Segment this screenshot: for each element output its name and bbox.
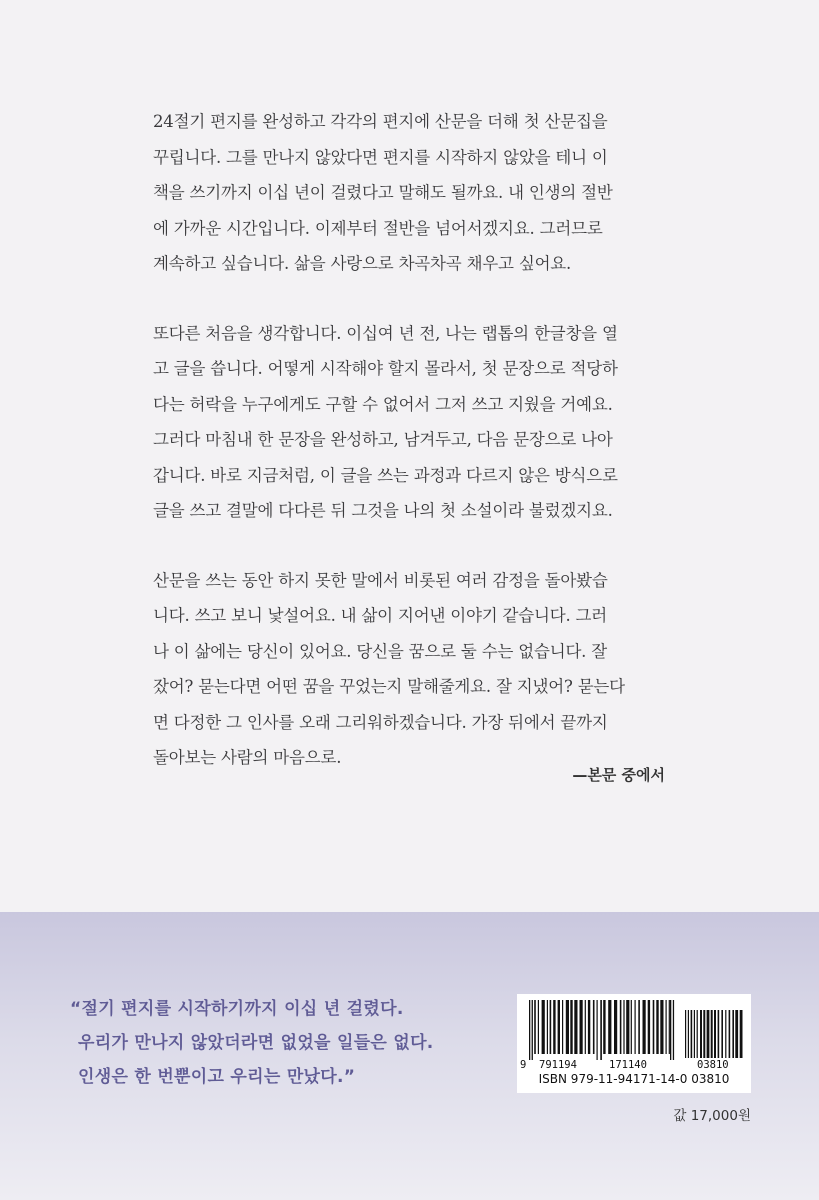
- barcode-digits-addon: 03810: [697, 1059, 729, 1071]
- addon-bar: [721, 1010, 723, 1058]
- barcode-bar: [566, 1000, 569, 1054]
- addon-bar: [718, 1010, 720, 1058]
- excerpt-source: —본문 중에서: [572, 766, 665, 784]
- text-line: 에 가까운 시간입니다. 이제부터 절반을 넘어서겠지요. 그러므로: [153, 218, 603, 238]
- text-line: 책을 쓰기까지 이십 년이 걸렸다고 말해도 될까요. 내 인생의 절반: [153, 183, 613, 202]
- text-line: 잤어? 묻는다면 어떤 꿈을 꾸었는지 말해줄게요. 잘 지냈어? 묻는다: [153, 677, 625, 696]
- barcode-bar: [635, 1000, 636, 1054]
- quote-line: 우리가 만나지 않았더라면 없었을 일들은 없다.: [78, 1033, 434, 1053]
- text-line: 다는 허락을 누구에게도 구할 수 없어서 그저 쓰고 지웠을 거예요.: [153, 394, 613, 414]
- barcode-bar: [542, 1000, 545, 1054]
- addon-bar: [732, 1010, 734, 1058]
- barcode-bar: [626, 1000, 629, 1054]
- text-line: 산문을 쓰는 동안 하지 못한 말에서 비롯된 여러 감정을 돌아봤습: [153, 570, 608, 590]
- barcode-bar: [638, 1000, 640, 1054]
- barcode-bar: [600, 1000, 602, 1060]
- addon-bar: [685, 1010, 686, 1058]
- price-label: 값 17,000원: [673, 1108, 751, 1124]
- text-line: 24절기 편지를 완성하고 각각의 편지에 산문을 더해 첫 산문집을: [153, 112, 608, 131]
- barcode-digits-lead: 9: [520, 1059, 527, 1071]
- quote-line: “절기 편지를 시작하기까지 이십 년 걸렸다.: [70, 999, 404, 1019]
- barcode-bar: [603, 1000, 605, 1054]
- barcode-bar: [673, 1000, 674, 1060]
- barcode-bar: [534, 1000, 536, 1054]
- barcode-bar: [648, 1000, 650, 1054]
- barcode-bar: [580, 1000, 583, 1054]
- addon-bar: [725, 1010, 726, 1058]
- text-line: 또다른 처음을 생각합니다. 이십여 년 전, 나는 랩톱의 한글창을 열: [153, 323, 618, 343]
- barcode-bar: [585, 1000, 586, 1054]
- barcode-bar: [623, 1000, 624, 1054]
- addon-bar: [711, 1010, 713, 1058]
- isbn-number: ISBN 979-11-94171-14-0 03810: [538, 1072, 730, 1086]
- barcode-bar: [588, 1000, 590, 1054]
- barcode-bar: [574, 1000, 577, 1054]
- text-line: 계속하고 싶습니다. 삶을 사랑으로 차곡차곡 채우고 싶어요.: [153, 254, 572, 273]
- text-line: 돌아보는 사람의 마음으로.: [153, 748, 342, 767]
- barcode-bar: [666, 1000, 667, 1054]
- text-line: 갑니다. 바로 지금처럼, 이 글을 쓰는 과정과 다르지 않은 방식으로: [153, 465, 618, 485]
- barcode-bar: [656, 1000, 658, 1054]
- back-cover-excerpt: [153, 104, 673, 810]
- barcode-bar: [653, 1000, 655, 1054]
- barcode-bar: [660, 1000, 663, 1054]
- paragraph-3: [153, 563, 673, 776]
- barcode-bar: [631, 1000, 632, 1054]
- addon-bar: [694, 1010, 695, 1058]
- barcode-bar: [529, 1000, 530, 1060]
- barcode-bar: [593, 1000, 595, 1054]
- text-line: 니다. 쓰고 보니 낯설어요. 내 삶이 지어낸 이야기 같습니다. 그러: [153, 606, 608, 625]
- barcode-bar: [597, 1000, 598, 1060]
- barcode-bar: [608, 1000, 611, 1054]
- addon-bar: [740, 1010, 743, 1058]
- text-line: 그러다 마침내 한 문장을 완성하고, 남겨두고, 다음 문장으로 나아: [153, 430, 613, 449]
- barcode-bars: [517, 994, 751, 1074]
- barcode-bar: [550, 1000, 552, 1054]
- text-line: 면 다정한 그 인사를 오래 그리워하겠습니다. 가장 뒤에서 끝까지: [153, 712, 608, 732]
- text-line: 꾸립니다. 그를 만나지 않았다면 편지를 시작하지 않았을 테니 이: [153, 147, 608, 167]
- addon-bar: [688, 1010, 689, 1058]
- addon-bar: [707, 1010, 710, 1058]
- addon-bar: [729, 1010, 731, 1058]
- barcode-bar: [669, 1000, 670, 1054]
- addon-bar: [703, 1010, 705, 1058]
- barcode-bar: [532, 1000, 533, 1060]
- barcode-bar: [643, 1000, 646, 1054]
- addon-bar: [697, 1010, 698, 1058]
- barcode-bar: [620, 1000, 622, 1054]
- barcode-bar: [538, 1000, 539, 1054]
- barcode-bar: [547, 1000, 548, 1054]
- isbn-barcode: [517, 994, 751, 1093]
- text-line: 고 글을 씁니다. 어떻게 시작해야 할지 몰라서, 첫 문장으로 적당하: [153, 359, 618, 378]
- paragraph-1: [153, 104, 673, 282]
- barcode-bar: [553, 1000, 555, 1054]
- barcode-bar: [614, 1000, 617, 1054]
- text-line: 나 이 삶에는 당신이 있어요. 당신을 꿈으로 둘 수는 없습니다. 잘: [153, 641, 608, 661]
- addon-bar: [714, 1010, 716, 1058]
- barcode-bar: [670, 1000, 671, 1060]
- paragraph-2: [153, 316, 673, 529]
- barcode-bar: [558, 1000, 560, 1054]
- pull-quote: [70, 992, 434, 1094]
- text-line: 글을 쓰고 결말에 다다른 뒤 그것을 나의 첫 소설이라 불렀겠지요.: [153, 501, 613, 520]
- addon-bar: [691, 1010, 693, 1058]
- addon-bar: [735, 1010, 738, 1058]
- barcode-digits-right: 171140: [609, 1059, 647, 1071]
- barcode-bar: [570, 1000, 572, 1054]
- quote-line: 인생은 한 번뿐이고 우리는 만났다.”: [78, 1067, 356, 1087]
- barcode-bar: [562, 1000, 563, 1054]
- addon-bar: [700, 1010, 702, 1058]
- barcode-digits-left: 791194: [539, 1059, 577, 1071]
